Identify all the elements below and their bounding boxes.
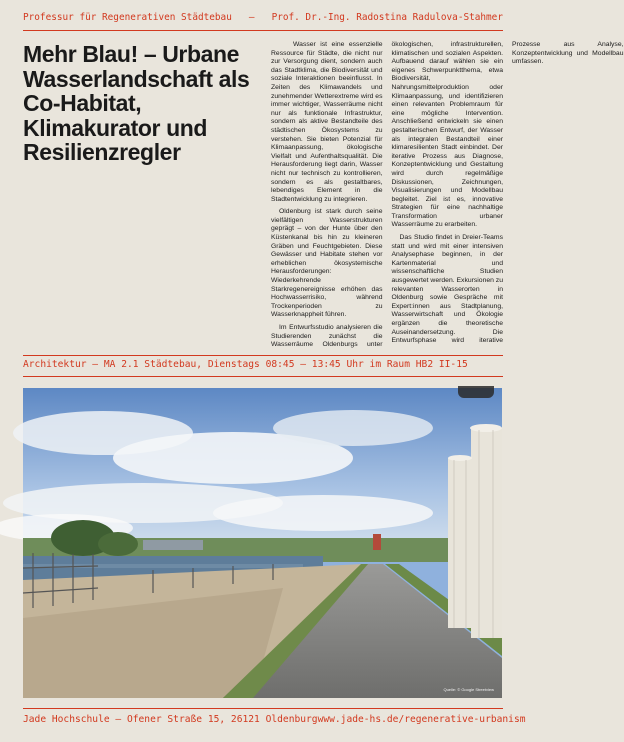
photo-badge: [458, 386, 494, 398]
footer-address: Jade Hochschule — Ofener Straße 15, 26121 Oldenburg: [23, 714, 318, 725]
hero-photo: [23, 388, 502, 698]
body-paragraph: Das Studio findet in Dreier-Teams statt und wird mit einer intensiven Analysephase beginnen, in der Kartenmaterial und wissenschaftliche Studien ausgewertet werden. Exkursionen zu relevanten Wasserorten in Oldenburg sowie Gespräche mit Expert:innen aus Stadtplanung, Wasserwirtschaft und Ökologie ergänzen die theoretische Auseinandersetzung. Die Entwurfsphase wird iterative Prozesse aus Analyse, Konzeptentwicklung und Modellbau umfassen.: [391, 41, 624, 345]
course-rule-top: [23, 355, 503, 356]
footer: [23, 714, 526, 725]
header-chair: Professur für Regenerativen Städtebau: [23, 12, 232, 23]
footer-rule: [23, 708, 503, 709]
header-rule: [23, 30, 503, 31]
course-info: [23, 359, 503, 370]
header-dash: —: [248, 12, 255, 23]
body-text: [271, 41, 624, 353]
page-title: Mehr Blau! – Urbane Wasserlandschaft als Co-Habitat, Klimakurator und Resilienzregler: [23, 41, 250, 165]
body-paragraph: Wasser ist eine essenzielle Ressource für Städte, die nicht nur zur Versorgung dient, sondern auch das Stadtklima, die Biodiversität und soziale Interaktionen beeinflusst. In Zeiten des Klimawandels und zunehmender Wetterextreme wird es immer wichtiger, Wasserräume nicht nur als funktionale Infrastruktur, sondern als aktive Bestandteile des städtischen Ökosystems zu verstehen. Sie bieten Potenzial für Klimaanpassung, ökologische Vielfalt und Aufenthaltsqualität. Die Herausforderung liegt darin, Wasser nicht nur technisch zu kontrollieren, sondern es als gestaltbares, lebendiges Element in die Stadtentwicklung zu integrieren.: [271, 41, 383, 203]
course-rule-bottom: [23, 376, 503, 377]
header-line: [23, 12, 503, 23]
header-professor: Prof. Dr.-Ing. Radostina Radulova-Stahmer: [271, 12, 503, 23]
waterfront-photo-illustration: [23, 388, 502, 698]
photo-credit: Quelle: © Google Streetview: [443, 687, 494, 692]
course-details: Architektur — MA 2.1 Städtebau, Dienstags 08:45 — 13:45 Uhr im Raum HB2 II-15: [23, 359, 468, 370]
footer-url[interactable]: www.jade-hs.de/regenerative-urbanism: [317, 714, 526, 725]
body-paragraph: Im Entwurfsstudio analysieren die Studierenden zunächst die Wasserräume Oldenburgs unter ökologischen, infrastrukturellen, klimatischen und sozialen Aspekten. Aufbauend darauf wählen sie ein eigenes Schwerpunktthema, etwa Biodiversität, Nahrungsmittelproduktion oder Klimaanpassung, und identifizieren einen relevanten Problemraum für eine mögliche Intervention. Anschließend entwickeln sie einen gestalterischen Entwurf, der Wasser als integralen Bestandteil einer klimaresilienten Stadt einbindet. Der iterative Prozess aus Diagnose, Konzeptentwicklung und Gestaltung wird durch regelmäßige Diskussionen, Zeichnungen, Visualisierungen und Modellbau begleitet. Ziel ist es, innovative Strategien für eine nachhaltige Transformation urbaner Wasserräume zu erarbeiten.: [271, 41, 503, 349]
body-paragraph: Oldenburg ist stark durch seine vielfältigen Wasserstrukturen geprägt – von der Hunte über den Küstenkanal bis hin zu kleineren Gräben und Feuchtgebieten. Diese Gewässer und Habitate stehen vor erheblichen ökosystemische Herausforderungen: Wiederkehrende Starkregenereignisse erhöhen das Hochwasserrisiko, während Trockenperioden zu Wasserknappheit führen.: [271, 208, 383, 319]
